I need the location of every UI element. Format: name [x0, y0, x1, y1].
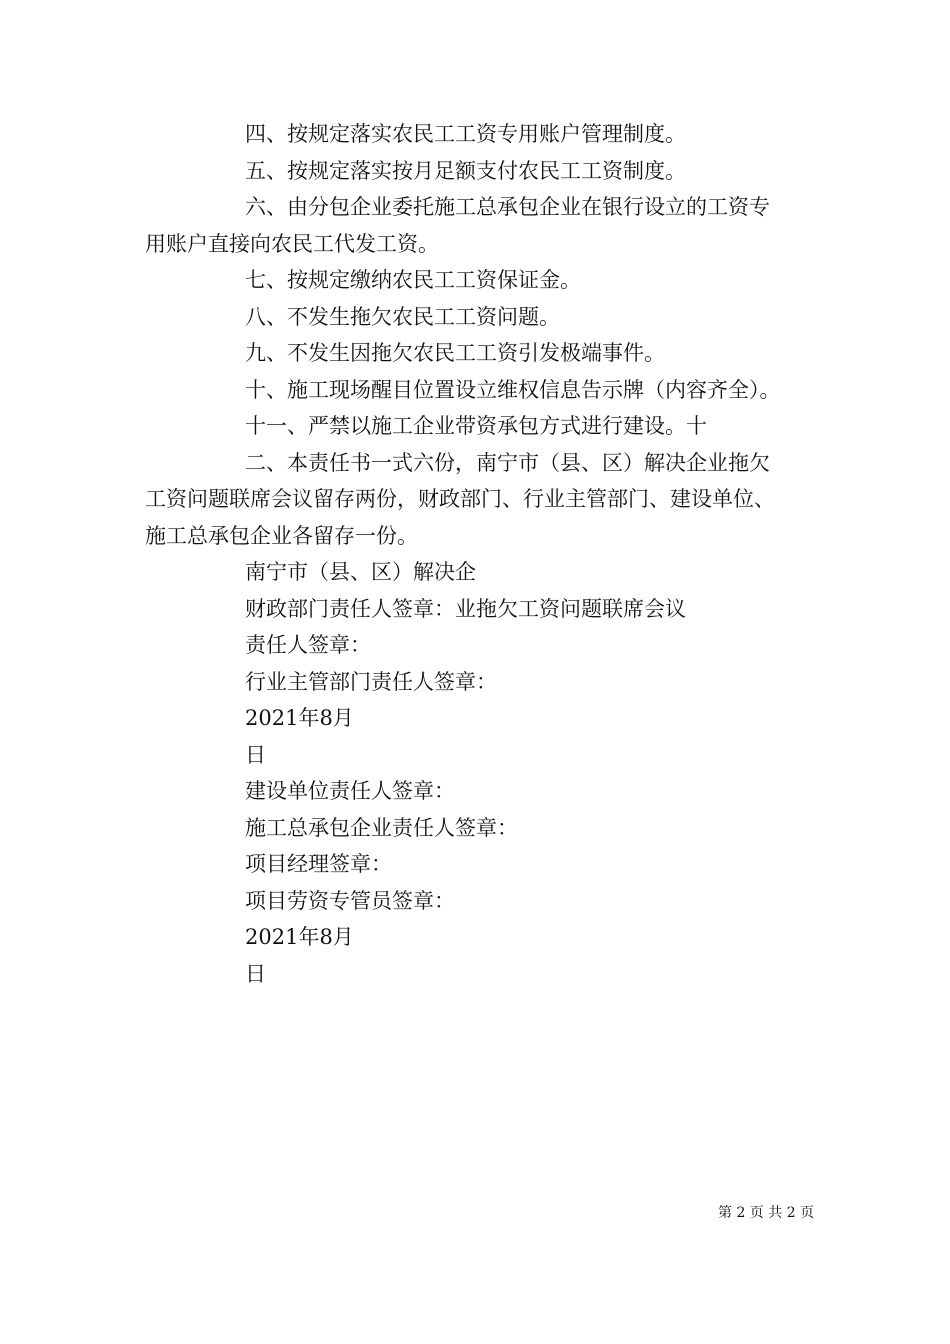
- signature-labor-officer: 项目劳资专管员签章：: [245, 888, 455, 913]
- signature-general-contractor: 施工总承包企业责任人签章：: [245, 815, 518, 840]
- signature-finance-dept: 财政部门责任人签章：业拖欠工资问题联席会议: [245, 596, 686, 621]
- clause-11: 十一、严禁以施工企业带资承包方式进行建设。十: [245, 414, 707, 438]
- clause-7: 七、按规定缴纳农民工工资保证金。: [245, 268, 581, 292]
- signature-project-manager: 项目经理签章：: [245, 852, 392, 876]
- clause-12-line-1: 二、本责任书一式六份，南宁市（县、区）解决企业拖欠: [245, 450, 770, 475]
- signature-construction-unit: 建设单位责任人签章：: [245, 779, 455, 803]
- clause-6-line-2: 用账户直接向农民工代发工资。: [145, 231, 439, 256]
- clause-9: 九、不发生因拖欠农民工工资引发极端事件。: [245, 341, 665, 365]
- page-number: 第 2 页 共 2 页: [718, 1205, 815, 1221]
- clause-6-line-1: 六、由分包企业委托施工总承包企业在银行设立的工资专: [245, 195, 770, 219]
- signature-joint-meeting-name: 南宁市（县、区）解决企: [245, 560, 476, 584]
- signature-date-1-day: 日: [245, 742, 266, 767]
- clause-4: 四、按规定落实农民工工资专用账户管理制度。: [245, 122, 686, 146]
- clause-12-line-2: 工资问题联席会议留存两份，财政部门、行业主管部门、建设单位、: [145, 487, 775, 511]
- signature-responsible-person: 责任人签章：: [245, 633, 371, 657]
- signature-date-2-month: 2021年8月: [245, 925, 354, 949]
- clause-10: 十、施工现场醒目位置设立维权信息告示牌（内容齐全）。: [245, 377, 781, 402]
- signature-industry-dept: 行业主管部门责任人签章：: [245, 669, 497, 694]
- clause-8: 八、不发生拖欠农民工工资问题。: [245, 304, 560, 329]
- clause-5: 五、按规定落实按月足额支付农民工工资制度。: [245, 158, 686, 183]
- clause-12-line-3: 施工总承包企业各留存一份。: [145, 523, 418, 548]
- signature-date-1-month: 2021年8月: [245, 706, 354, 730]
- signature-date-2-day: 日: [245, 961, 266, 986]
- document-body: [145, 116, 825, 992]
